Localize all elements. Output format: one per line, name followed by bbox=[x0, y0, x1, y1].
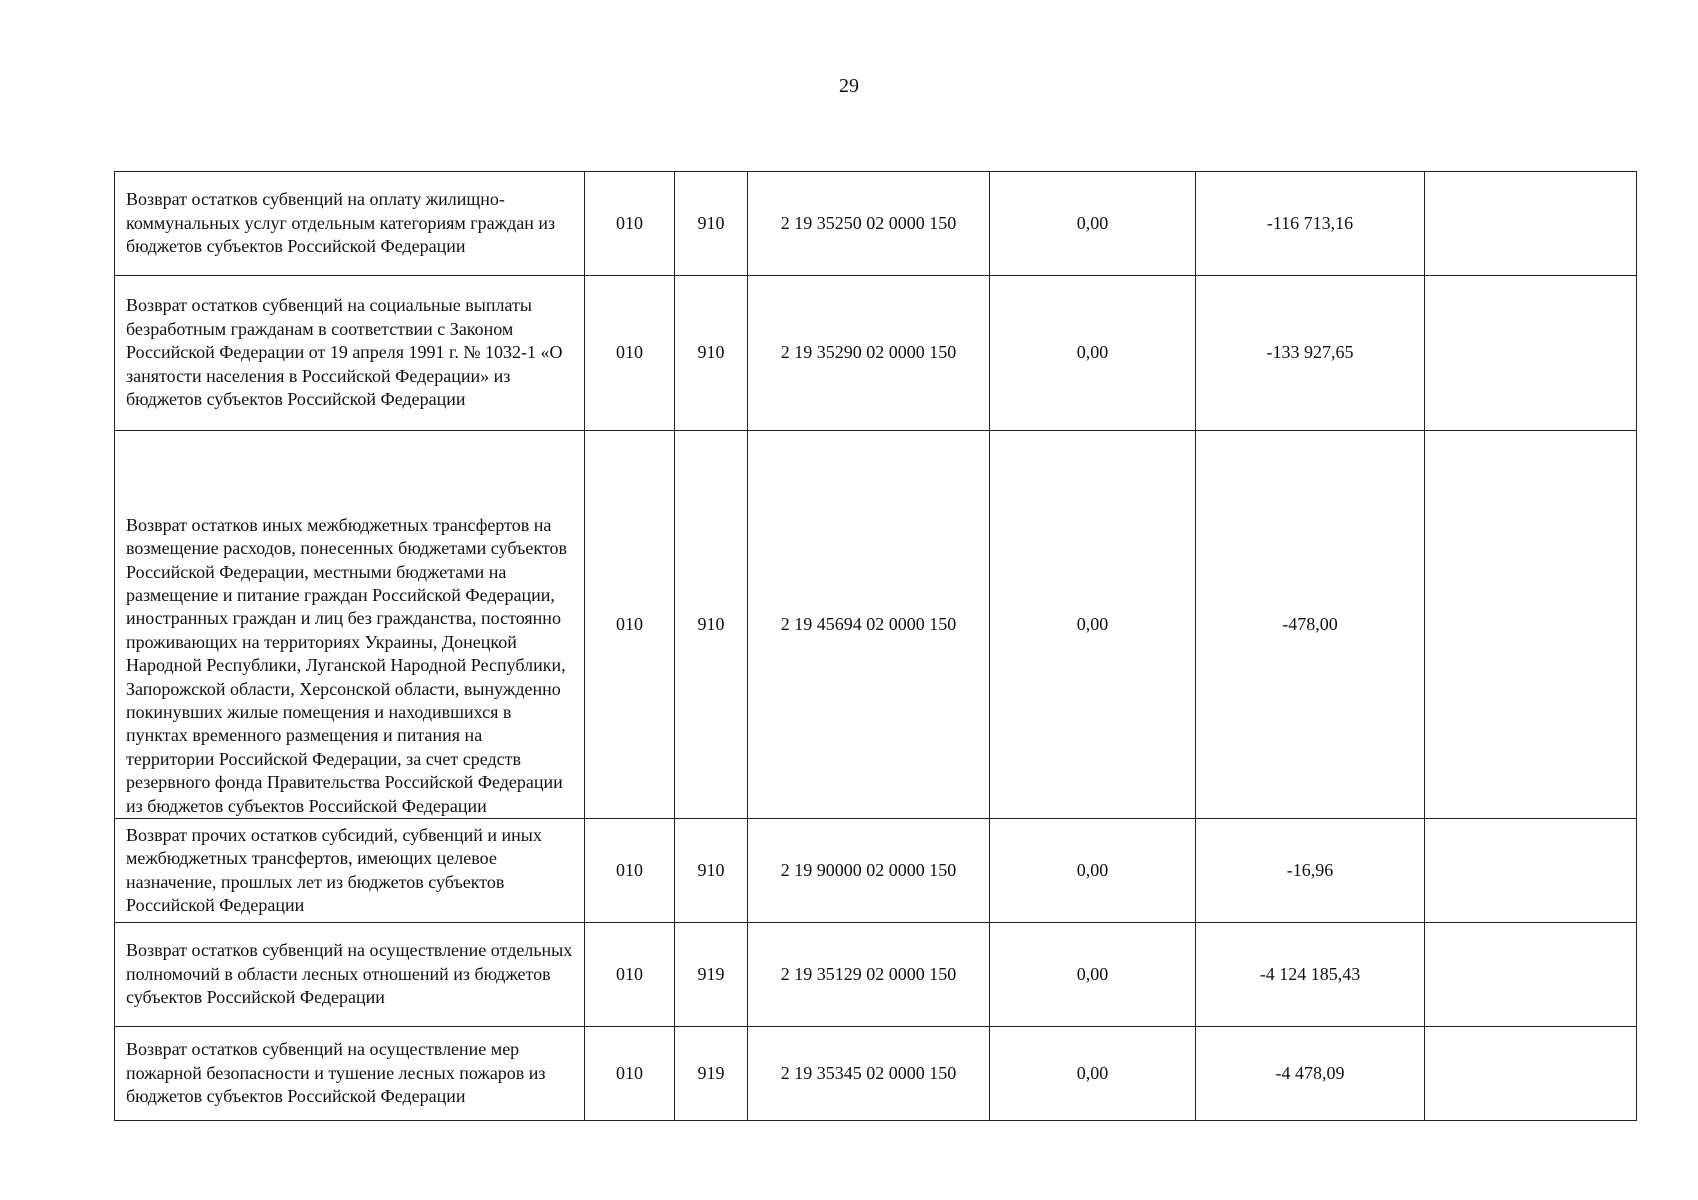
amount-3-cell bbox=[1425, 923, 1637, 1027]
amount-2-cell: -133 927,65 bbox=[1196, 276, 1425, 431]
code-b-cell: 910 bbox=[675, 172, 748, 276]
code-b-cell: 919 bbox=[675, 923, 748, 1027]
code-a-cell: 010 bbox=[585, 276, 675, 431]
amount-2-cell: -16,96 bbox=[1196, 819, 1425, 923]
amount-3-cell bbox=[1425, 172, 1637, 276]
kbk-cell: 2 19 45694 02 0000 150 bbox=[748, 431, 990, 819]
amount-1-cell: 0,00 bbox=[990, 1027, 1196, 1121]
code-b-cell: 910 bbox=[675, 276, 748, 431]
kbk-cell: 2 19 35129 02 0000 150 bbox=[748, 923, 990, 1027]
amount-1-cell: 0,00 bbox=[990, 819, 1196, 923]
table-row bbox=[115, 923, 1637, 1027]
row-description: Возврат остатков субвенций на осуществление мер пожарной безопасности и тушение лесных пожаров из бюджетов субъектов Российской Федерации bbox=[115, 1027, 585, 1121]
amount-1-cell: 0,00 bbox=[990, 276, 1196, 431]
kbk-cell: 2 19 35250 02 0000 150 bbox=[748, 172, 990, 276]
table-row bbox=[115, 431, 1637, 819]
amount-1-cell: 0,00 bbox=[990, 923, 1196, 1027]
amount-1-cell: 0,00 bbox=[990, 431, 1196, 819]
amount-3-cell bbox=[1425, 1027, 1637, 1121]
amount-1-cell: 0,00 bbox=[990, 172, 1196, 276]
kbk-cell: 2 19 35345 02 0000 150 bbox=[748, 1027, 990, 1121]
row-description: Возврат остатков субвенций на социальные выплаты безработным гражданам в соответствии с Законом Российской Федерации от 19 апреля 1991 г. № 1032-1 «О занятости населения в Российской Федерации» из бюджетов субъектов Российской Федерации bbox=[115, 276, 585, 431]
amount-2-cell: -478,00 bbox=[1196, 431, 1425, 819]
amount-2-cell: -116 713,16 bbox=[1196, 172, 1425, 276]
row-description: Возврат прочих остатков субсидий, субвенций и иных межбюджетных трансфертов, имеющих целевое назначение, прошлых лет из бюджетов субъектов Российской Федерации bbox=[115, 819, 585, 923]
code-a-cell: 010 bbox=[585, 923, 675, 1027]
row-description: Возврат остатков субвенций на оплату жилищно-коммунальных услуг отдельным категориям граждан из бюджетов субъектов Российской Федерации bbox=[115, 172, 585, 276]
code-a-cell: 010 bbox=[585, 431, 675, 819]
amount-3-cell bbox=[1425, 819, 1637, 923]
table-row bbox=[115, 1027, 1637, 1121]
page-number: 29 bbox=[839, 75, 859, 97]
code-a-cell: 010 bbox=[585, 819, 675, 923]
amount-2-cell: -4 124 185,43 bbox=[1196, 923, 1425, 1027]
amount-3-cell bbox=[1425, 276, 1637, 431]
code-a-cell: 010 bbox=[585, 1027, 675, 1121]
kbk-cell: 2 19 90000 02 0000 150 bbox=[748, 819, 990, 923]
code-b-cell: 910 bbox=[675, 819, 748, 923]
budget-table bbox=[114, 171, 1637, 1121]
code-b-cell: 919 bbox=[675, 1027, 748, 1121]
row-description: Возврат остатков иных межбюджетных трансфертов на возмещение расходов, понесенных бюджетами субъектов Российской Федерации, местными бюджетами на размещение и питание граждан Российской Федерации, иностранных граждан и лиц без гражданства, постоянно проживающих на территориях Украины, Донецкой Народной Республики, Луганской Народной Республики, Запорожской области, Херсонской области, вынужденно покинувших жилые помещения и находившихся в пунктах временного размещения и питания на территории Российской Федерации, за счет средств резервного фонда Правительства Российской Федерации из бюджетов субъектов Российской Федерации bbox=[115, 431, 585, 819]
row-description: Возврат остатков субвенций на осуществление отдельных полномочий в области лесных отношений из бюджетов субъектов Российской Федерации bbox=[115, 923, 585, 1027]
amount-2-cell: -4 478,09 bbox=[1196, 1027, 1425, 1121]
amount-3-cell bbox=[1425, 431, 1637, 819]
code-b-cell: 910 bbox=[675, 431, 748, 819]
table-row bbox=[115, 276, 1637, 431]
kbk-cell: 2 19 35290 02 0000 150 bbox=[748, 276, 990, 431]
code-a-cell: 010 bbox=[585, 172, 675, 276]
table-row bbox=[115, 819, 1637, 923]
table-row bbox=[115, 172, 1637, 276]
